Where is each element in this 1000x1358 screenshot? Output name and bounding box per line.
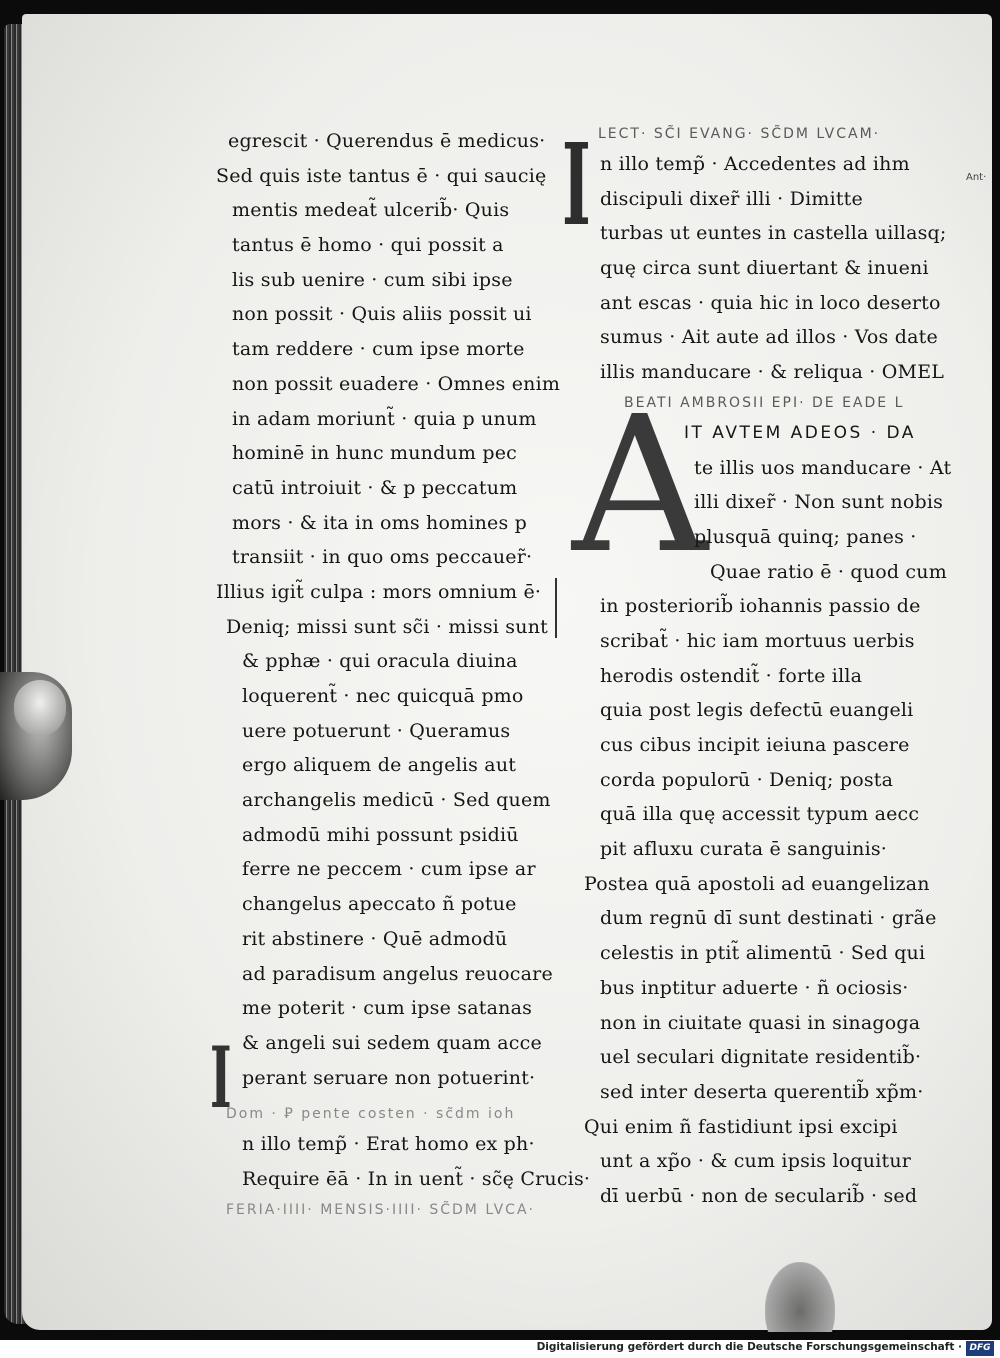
dfg-logo: DFG [966, 1341, 994, 1356]
text-line: turbas ut euntes in castella uillasq; [600, 222, 947, 245]
text-line: & angeli sui sedem quam acce [242, 1031, 542, 1054]
initial-letter-i-left: I [210, 1028, 232, 1127]
text-line: admodū mihi possunt psidiū [242, 823, 519, 846]
text-line: celestis in ptit̃ alimentū · Sed qui [600, 942, 926, 965]
text-line: quę circa sunt diuertant & inueni [600, 257, 929, 280]
margin-note: Ant· [966, 172, 987, 183]
text-line: archangelis medicū · Sed quem [242, 789, 551, 812]
text-line: & pphæ · qui oracula diuina [242, 650, 518, 673]
footer-credit: Digitalisierung gefördert durch die Deutsche Forschungsgemeinschaft · [536, 1341, 962, 1353]
text-line: ant escas · quia hic in loco deserto [600, 291, 941, 314]
text-line: cus cibus incipit ieiuna pascere [600, 734, 910, 756]
right-line-group-1 [584, 147, 964, 390]
text-line: transiit · in quo oms peccauer̃· [232, 546, 533, 569]
text-line: illi dixer̃ · Non sunt nobis [694, 491, 944, 514]
right-rubric-heading: LECT· SC̃I EVANG· SC̃DM LVCAM· [598, 126, 881, 142]
text-line: tam reddere · cum ipse morte [232, 338, 525, 361]
text-line: illis manducare · & reliqua · OMEL [600, 361, 945, 384]
left-after-rubric-group [216, 1127, 591, 1196]
right-rubric-homily: BEATI AMBROSII EPI· DE EADE L [624, 394, 905, 411]
text-line: te illis uos manducare · At [694, 456, 952, 479]
text-line: Quae ratio ē · quod cum [710, 560, 947, 583]
text-line: dum regnū dī sunt destinati · grãe [600, 907, 937, 930]
text-line: corda populorū · Deniq; posta [600, 768, 894, 791]
homily-first-line: IT AVTEM ADEOS · DA [684, 422, 916, 443]
text-line: mentis medeat̃ ulcerib̃· Quis [232, 199, 510, 222]
text-line: mors · & ita in oms homines p [232, 511, 528, 534]
text-line: pit afluxu curata ē sanguinis· [600, 838, 888, 861]
text-line: n illo temp̃ · Accedentes ad ihm [600, 153, 910, 175]
right-line-group-2 [584, 451, 964, 1214]
text-line: non possit euadere · Omnes enim [232, 372, 561, 395]
text-line: in adam moriunt̃ · quia p unum [232, 407, 537, 430]
text-line: herodis ostendit̃ · forte illa [600, 664, 863, 687]
text-line: Illius igit̃ culpa : mors omnium ē· [216, 580, 542, 603]
text-line: me poterit · cum ipse satanas [242, 997, 533, 1020]
initial-letter-a: A [572, 376, 708, 595]
text-line: perant seruare non potuerint· [242, 1066, 536, 1089]
left-text-column [216, 124, 591, 1223]
text-line: lis sub uenire · cum sibi ipse [232, 268, 513, 291]
text-line: n illo temp̃ · Erat homo ex ph· [242, 1133, 535, 1156]
text-line: uere potuerunt · Queramus [242, 719, 511, 742]
text-line: sumus · Ait aute ad illos · Vos date [600, 326, 938, 349]
text-line: unt a xp̃o · & cum ipsis loquitur [600, 1150, 912, 1173]
right-text-column [584, 126, 964, 1214]
text-line: changelus apeccato ñ potue [242, 893, 517, 916]
page-stain [765, 1262, 835, 1332]
text-line: quia post legis defectū euangeli [600, 699, 914, 722]
text-line: Postea quā apostoli ad euangelizan [584, 872, 930, 895]
text-line: bus inptitur aduerte · ñ ociosis· [600, 976, 909, 999]
text-line: loquerent̃ · nec quicquā pmo [242, 685, 524, 707]
text-line: ferre ne peccem · cum ipse ar [242, 858, 536, 881]
text-line: in posteriorib̃ iohannis passio de [600, 595, 921, 618]
text-line: Qui enim ñ fastidiunt ipsi excipi [584, 1115, 898, 1138]
text-line: tantus ē homo · qui possit a [232, 234, 504, 257]
text-line: plusquā quinq; panes · [694, 525, 917, 548]
text-line: sed inter deserta querentib̃ xp̃m· [600, 1080, 924, 1103]
left-rubric-footer: FERIA·IIII· MENSIS·IIII· SC̃DM LVCA· [226, 1201, 535, 1218]
text-line: ergo aliquem de angelis aut [242, 754, 517, 777]
text-line: uel seculari dignitate residentib̃· [600, 1046, 922, 1069]
text-line: Sed quis iste tantus ē · qui saucię [216, 164, 547, 187]
text-line: Deniq; missi sunt sc̃i · missi sunt [226, 615, 548, 638]
initial-letter-i-right: I [562, 120, 591, 251]
text-line: egrescit · Querendus ē medicus· [228, 130, 546, 152]
text-line: non in ciuitate quasi in sinagoga [600, 1011, 921, 1034]
text-line: non possit · Quis aliis possit ui [232, 303, 532, 326]
text-line: scribat̃ · hic iam mortuus uerbis [600, 629, 915, 652]
text-line: catū introiuit · & p peccatum [232, 476, 518, 499]
text-line: Require ēā · In in uent̃ · sc̃ę Crucis· [242, 1167, 591, 1190]
left-line-group [216, 124, 576, 1095]
text-line: hominē in hunc mundum pec [232, 442, 518, 465]
text-line: discipuli dixer̃ illi · Dimitte [600, 187, 863, 210]
text-line: quā illa quę accessit typum aecc [600, 803, 920, 826]
text-line: dī uerbū · non de secularib̃ · sed [600, 1184, 918, 1207]
text-line: rit abstinere · Quē admodū [242, 927, 508, 950]
left-rubric-heading: Dom · Ꝑ pente costen · sc̃dm ioh [226, 1106, 516, 1123]
text-line: ad paradisum angelus reuocare [242, 962, 553, 985]
thumbnail [14, 680, 66, 736]
